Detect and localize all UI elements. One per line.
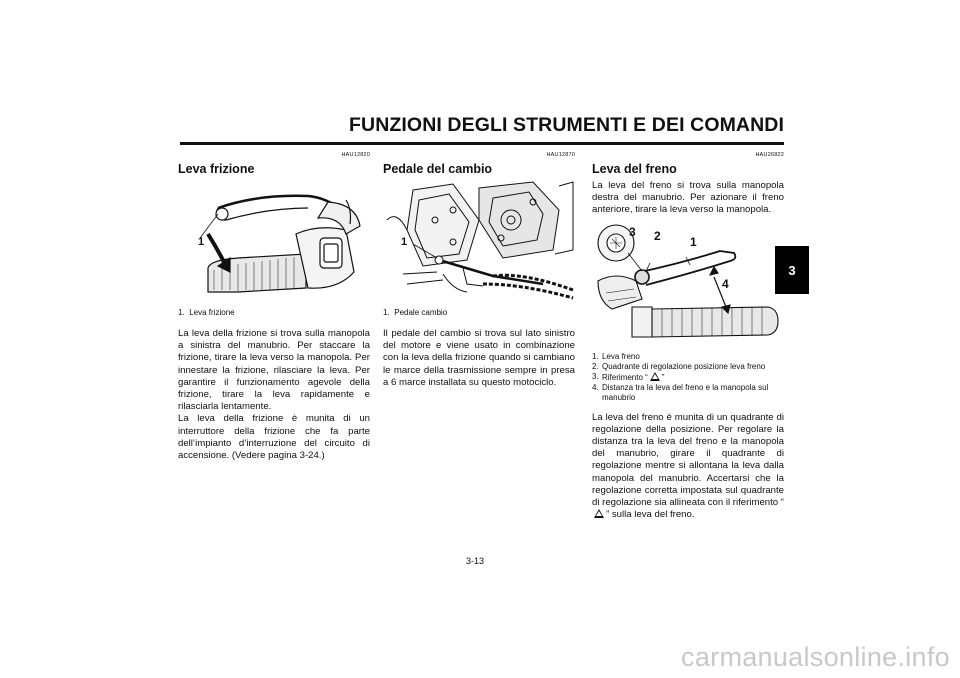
caption-text: Leva freno — [602, 351, 640, 361]
clutch-lever-figure — [178, 180, 370, 302]
section-title: Leva frizione — [178, 162, 255, 176]
header-rule — [180, 142, 784, 145]
caption-text — [602, 372, 784, 383]
watermark: carmanualsonline.info — [681, 642, 950, 672]
section-clutch-lever — [178, 150, 370, 462]
page-title: FUNZIONI DEGLI STRUMENTI E DEI COMANDI — [349, 114, 784, 136]
caption-text-part: ” — [661, 372, 665, 382]
figure-caption — [178, 308, 370, 318]
caption-number: 4. — [592, 382, 599, 392]
triangle-mark-icon — [650, 372, 660, 381]
page-number: 3-13 — [466, 556, 485, 566]
body-text-part: La leva del freno è munita di un quadrante di regolazione della posizione. Per regolare la distanza tra la leva del freno e la manopola del manubrio, girare il quadrante di regolazione mentre si allontana la leva dalla manopola del manubrio. Accertarsi che la regolazione corretta impostata sul quadrante di regolazione sia allineata con il riferimento “ — [592, 411, 784, 509]
caption-item — [592, 352, 784, 362]
callout-4: 4 — [722, 276, 729, 291]
caption-text: Distanza tra la leva del freno e la manopola sul manubrio — [602, 382, 769, 402]
section-title: Leva del freno — [592, 162, 677, 176]
shift-pedal-figure — [383, 180, 575, 302]
figure-caption-list — [592, 352, 784, 403]
caption-item — [592, 372, 784, 383]
section-brake-lever — [592, 150, 784, 521]
callout-1: 1 — [401, 236, 408, 248]
section-shift-pedal — [383, 150, 575, 389]
section-code: HAU26822 — [755, 152, 784, 158]
shift-pedal-illustration — [383, 180, 575, 302]
callout-1: 1 — [198, 236, 205, 248]
caption-text: Quadrante di regolazione posizione leva freno — [602, 361, 766, 371]
caption-number: 1. — [592, 351, 599, 361]
caption-item — [592, 362, 784, 372]
body-text — [178, 328, 370, 462]
caption-text: Pedale cambio — [394, 308, 448, 317]
caption-item — [592, 383, 784, 403]
caption-number: 1. — [178, 308, 185, 317]
section-code: HAU12820 — [341, 152, 370, 158]
page-header — [180, 114, 784, 150]
callout-1: 1 — [690, 234, 697, 249]
brake-lever-illustration — [592, 223, 784, 347]
caption-number: 1. — [383, 308, 390, 317]
paragraph: La leva della frizione è munita di un interruttore della frizione che fa parte dell’impianto d’interruzione del circuito di accensione. (Vedere pagina 3-24.) — [178, 413, 370, 462]
body-text — [383, 328, 575, 389]
caption-number: 2. — [592, 361, 599, 371]
body-text-part: ” sulla leva del freno. — [606, 509, 695, 521]
figure-caption — [383, 308, 575, 318]
clutch-lever-illustration — [178, 180, 370, 302]
intro-text: La leva del freno si trova sulla manopola destra del manubrio. Per azionare il freno anteriore, tirare la leva verso la manopola. — [592, 180, 784, 216]
section-title: Pedale del cambio — [383, 162, 493, 176]
body-text — [592, 412, 784, 522]
paragraph: La leva della frizione si trova sulla manopola a sinistra del manubrio. Per staccare la frizione, tirare la leva verso la manopola. Per innestare la frizione, rilasciare la leva. Per garantire il funzionamento agevole della frizione, tirare la leva rapidamente e rilasciarla lentamente. — [178, 328, 370, 413]
chapter-tab[interactable]: 3 — [775, 246, 809, 294]
brake-lever-figure — [592, 223, 784, 347]
callout-2: 2 — [654, 228, 661, 243]
callout-3: 3 — [629, 224, 636, 239]
section-code: HAU12870 — [546, 152, 575, 158]
paragraph: Il pedale del cambio si trova sul lato sinistro del motore e viene usato in combinazione con la leva della frizione quando si cambiano le marce della trasmissione sempre in presa a 6 marce installata su questo motociclo. — [383, 328, 575, 388]
caption-text-part: Riferimento “ — [602, 372, 648, 382]
caption-text: Leva frizione — [189, 308, 235, 317]
triangle-mark-icon — [594, 509, 604, 518]
caption-number: 3. — [592, 371, 599, 381]
